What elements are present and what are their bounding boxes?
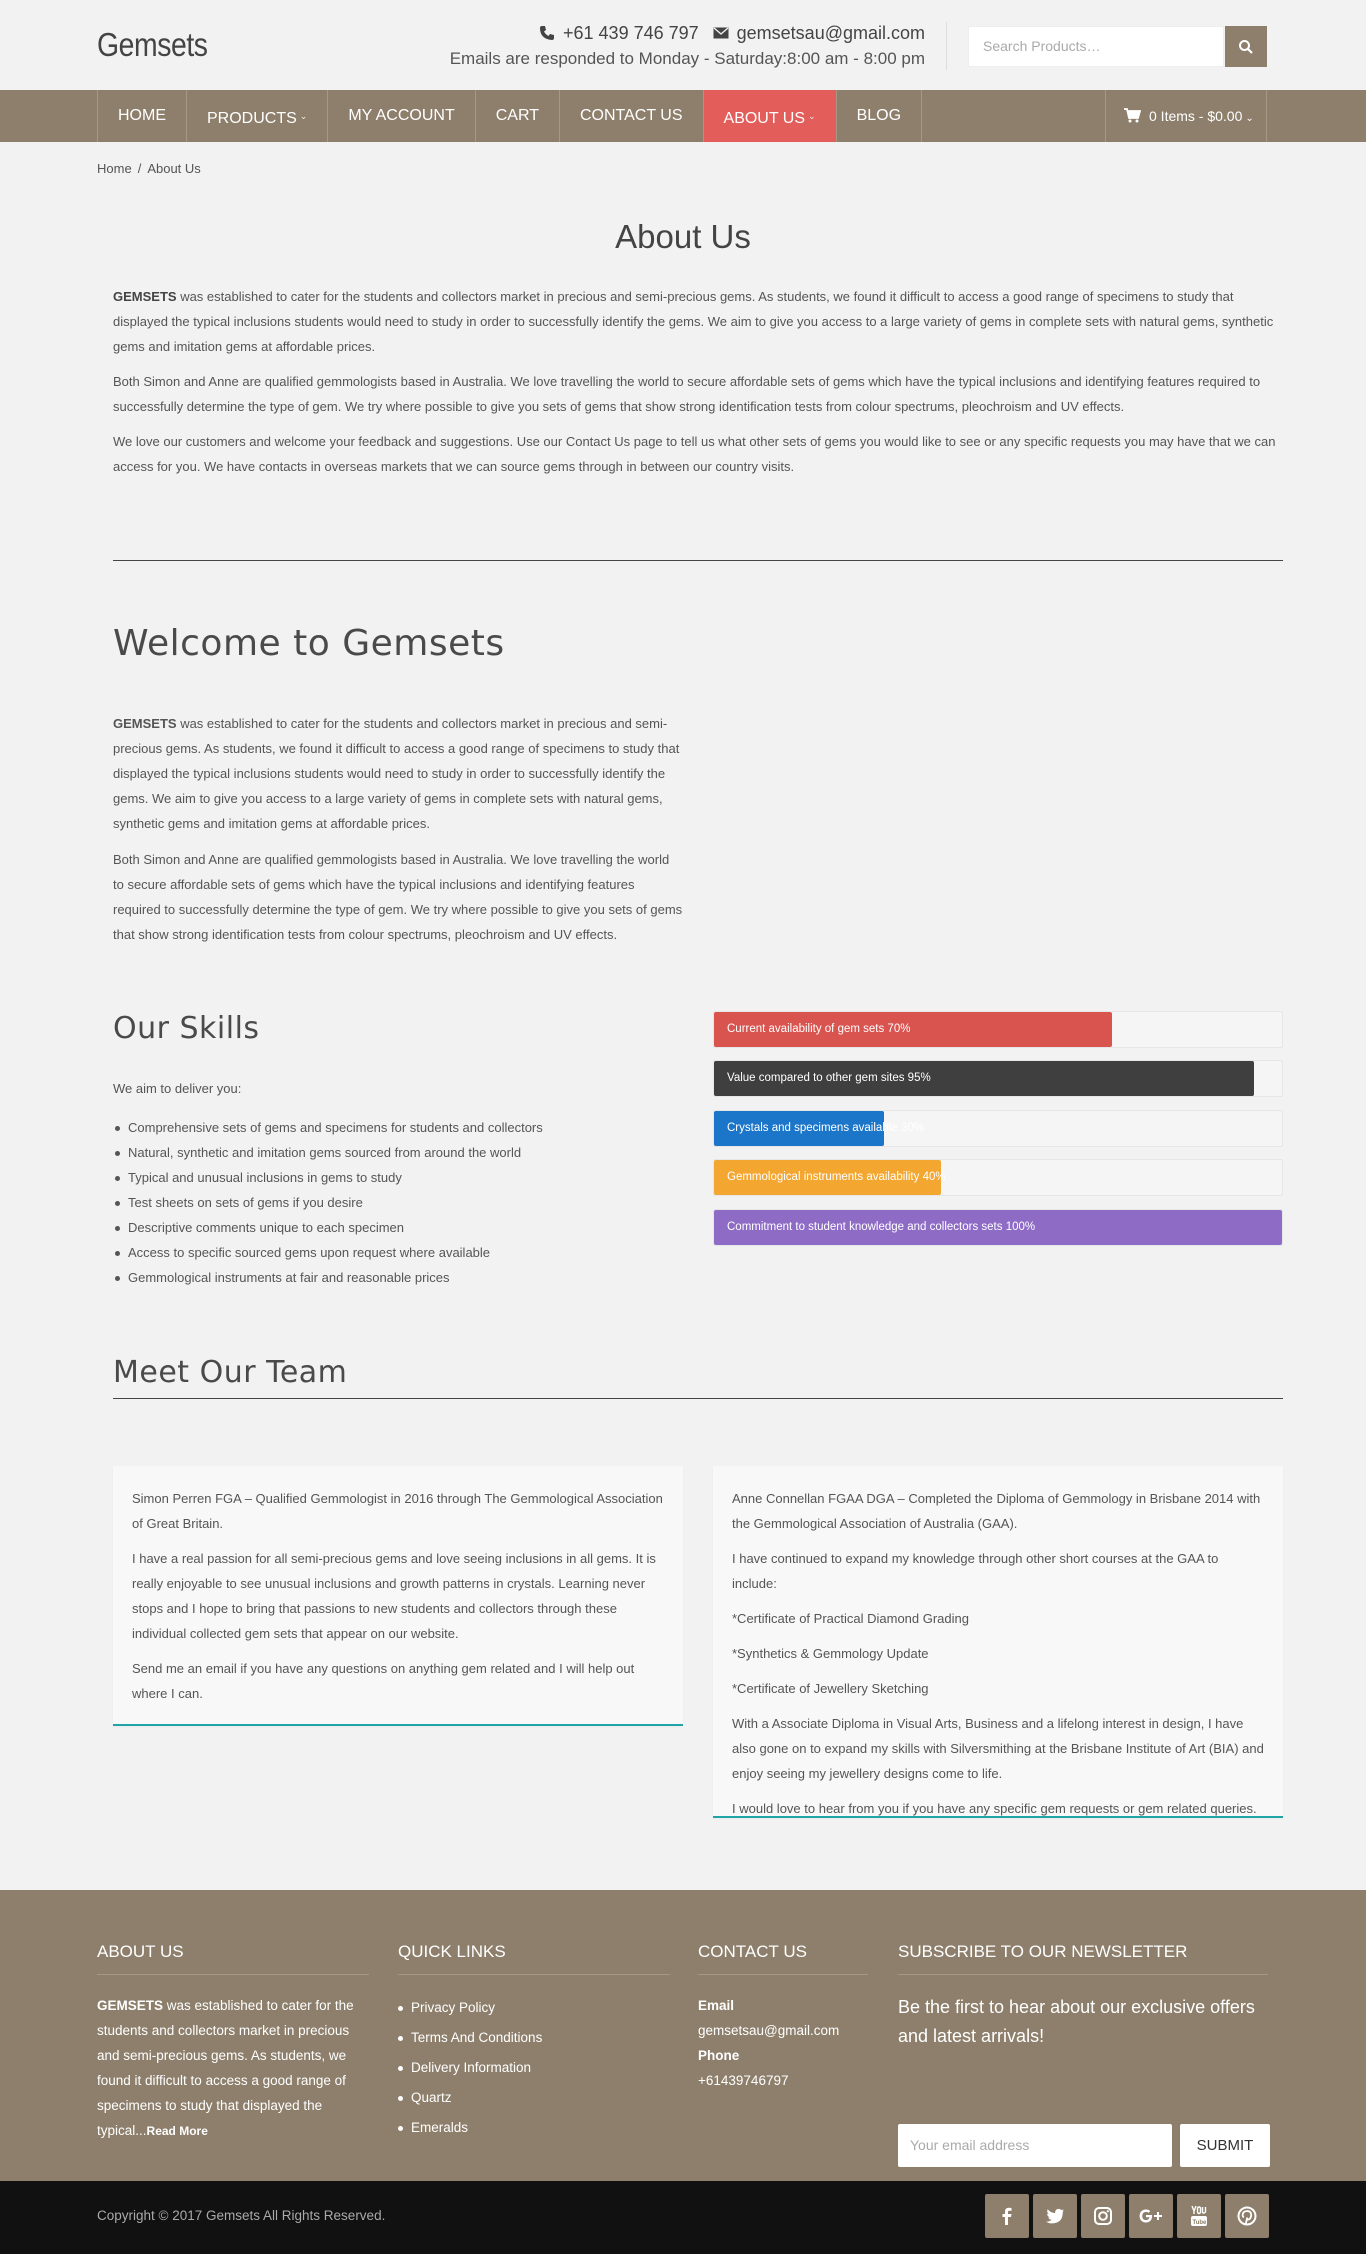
- team-heading: Meet Our Team: [113, 1355, 348, 1390]
- skills-heading: Our Skills: [113, 1011, 260, 1046]
- team-card-simon: [113, 1466, 683, 1726]
- list-item: Typical and unusual inclusions in gems to study: [113, 1165, 543, 1190]
- progress-bar: [713, 1060, 1283, 1097]
- social-links: [985, 2194, 1269, 2238]
- footer-heading: ABOUT US: [97, 1942, 369, 1975]
- youtube-icon: [1190, 2205, 1208, 2227]
- nav-item-about-us[interactable]: [704, 90, 837, 142]
- team-card-anne: [713, 1466, 1283, 1818]
- section-divider: [113, 1398, 1283, 1399]
- progress-bar: [713, 1159, 1283, 1196]
- list-item: Access to specific sourced gems upon request where available: [113, 1240, 543, 1265]
- search-input[interactable]: Search Products…: [968, 26, 1224, 67]
- progress-label: Crystals and specimens available 30%: [727, 1122, 924, 1134]
- site-footer: [0, 1890, 1366, 2181]
- newsletter-submit-button[interactable]: SUBMIT: [1180, 2124, 1270, 2167]
- breadcrumb: [97, 161, 201, 176]
- footer-link[interactable]: Quartz: [398, 2083, 670, 2113]
- team-text: Send me an email if you have any questions on anything gem related and I will help out where I can.: [132, 1661, 635, 1701]
- footer-heading: QUICK LINKS: [398, 1942, 670, 1975]
- twitter-button[interactable]: [1033, 2194, 1077, 2238]
- email-contact[interactable]: [713, 23, 925, 44]
- about-paragraph-2: Both Simon and Anne are qualified gemmologists based in Australia. We love travelling the world to secure affordable sets of gems which have the typical inclusions and identifying features required to successfully determine the type of gem. We try where possible to give you sets of gems that show strong identification tests from colour spectrums, pleochroism and UV effects.: [113, 374, 1261, 414]
- footer-link[interactable]: Delivery Information: [398, 2053, 670, 2083]
- phone-number: +61 439 746 797: [563, 23, 699, 43]
- newsletter-text: Be the first to hear about our exclusive offers and latest arrivals!: [898, 1997, 1255, 2046]
- team-text: Simon Perren FGA – Qualified Gemmologist in 2016 through The Gemmological Association of Great Britain.: [132, 1491, 663, 1531]
- paragraph-text: was established to cater for the students and collectors market in precious and semi-precious gems. As students, we found it difficult to access a good range of specimens to study that displayed the typical inclusions students would need to study in order to successfully identify the gems. We aim to give you access to a large variety of gems in complete sets with natural gems, synthetic gems and imitation gems at affordable prices.: [113, 289, 1274, 354]
- youtube-button[interactable]: [1177, 2194, 1221, 2238]
- nav-label: CART: [495, 107, 539, 124]
- email-address: gemsetsau@gmail.com: [736, 23, 925, 43]
- google-plus-icon: [1138, 2206, 1164, 2226]
- footer-phone[interactable]: +61439746797: [698, 2073, 789, 2088]
- footer-heading: SUBSCRIBE TO OUR NEWSLETTER: [898, 1942, 1268, 1975]
- nav-item-contact-us[interactable]: [560, 90, 704, 142]
- welcome-paragraph-1: [113, 711, 683, 836]
- progress-bar: [713, 1011, 1283, 1048]
- nav-label: CONTACT US: [579, 107, 683, 124]
- instagram-button[interactable]: [1081, 2194, 1125, 2238]
- welcome-heading: Welcome to Gemsets: [113, 623, 505, 664]
- twitter-icon: [1045, 2206, 1065, 2226]
- section-divider: [113, 560, 1283, 561]
- progress-label: Gemmological instruments availability 40%: [727, 1171, 946, 1183]
- brand-name: GEMSETS: [97, 1998, 164, 2013]
- nav-label: BLOG: [856, 107, 902, 124]
- paragraph-text: was established to cater for the students and collectors market in precious and semi-precious gems. As students, we found it difficult to access a good range of specimens to study that displayed the typical inclusions students would need to study in order to successfully identify the gems. We aim to give you access to a large variety of gems in complete sets with natural gems, synthetic gems and imitation gems at affordable prices.: [113, 716, 680, 831]
- breadcrumb-home[interactable]: Home: [97, 161, 132, 176]
- team-text: Anne Connellan FGAA DGA – Completed the Diploma of Gemmology in Brisbane 2014 with the Gemmological Association of Australia (GAA).: [732, 1491, 1261, 1531]
- breadcrumb-current: About Us: [147, 161, 201, 176]
- footer-link[interactable]: Terms And Conditions: [398, 2023, 670, 2053]
- brand-name: GEMSETS: [113, 716, 177, 731]
- progress-label: Commitment to student knowledge and collectors sets 100%: [727, 1221, 1036, 1233]
- footer-newsletter: [898, 1942, 1268, 2154]
- skills-list: [113, 1115, 543, 1290]
- site-header: [0, 0, 1366, 90]
- cart-summary[interactable]: [1105, 90, 1267, 142]
- team-text: I would love to hear from you if you have any specific gem requests or gem related queries.: [732, 1801, 1257, 1816]
- footer-about-text: [97, 1993, 369, 2144]
- search-icon: [1238, 39, 1254, 55]
- facebook-icon: [997, 2206, 1017, 2226]
- header-contact: [539, 23, 925, 44]
- team-text: With a Associate Diploma in Visual Arts, Business and a lifelong interest in design, I have also gone on to expand my skills with Silversmithing at the Brisbane Institute of Art (BIA) and enjoy seeing my jewellery designs come to life.: [732, 1716, 1264, 1781]
- nav-label: HOME: [118, 107, 166, 124]
- footer-link[interactable]: Emeralds: [398, 2113, 670, 2143]
- footer-links: [398, 1942, 670, 2143]
- team-text: I have continued to expand my knowledge through other short courses at the GAA to include:: [732, 1551, 1219, 1591]
- list-item: Gemmological instruments at fair and reasonable prices: [113, 1265, 543, 1290]
- team-text: *Synthetics & Gemmology Update: [732, 1646, 929, 1661]
- progress-bar: [713, 1110, 1283, 1147]
- chevron-down-icon: ⌄: [808, 111, 816, 121]
- list-item: Natural, synthetic and imitation gems sourced from around the world: [113, 1140, 543, 1165]
- phone-icon: [539, 25, 555, 41]
- about-paragraph-1: [113, 284, 1283, 359]
- about-paragraph-3: We love our customers and welcome your feedback and suggestions. Use our Contact Us page to tell us what other sets of gems you would like to see or any specific requests you may have that we can access for you. We have contacts in overseas markets that we can source gems through in between our country visits.: [113, 434, 1276, 474]
- newsletter-email-input[interactable]: Your email address: [898, 2124, 1172, 2167]
- team-text: *Certificate of Practical Diamond Grading: [732, 1611, 969, 1626]
- pinterest-button[interactable]: [1225, 2194, 1269, 2238]
- footer-contact-info: [698, 1993, 868, 2093]
- footer-email[interactable]: gemsetsau@gmail.com: [698, 2023, 840, 2038]
- header-divider: [946, 22, 947, 70]
- breadcrumb-separator: /: [137, 161, 142, 176]
- phone-contact[interactable]: [539, 23, 699, 44]
- skills-lead: We aim to deliver you:: [113, 1081, 242, 1096]
- nav-item-home[interactable]: [98, 90, 187, 142]
- chevron-down-icon: ⌄: [299, 111, 308, 121]
- page-title: About Us: [615, 218, 751, 255]
- nav-item-my-account[interactable]: [328, 90, 475, 142]
- footer-link[interactable]: Privacy Policy: [398, 1993, 670, 2023]
- footer-heading: CONTACT US: [698, 1942, 868, 1975]
- team-text: I have a real passion for all semi-precious gems and love seeing inclusions in all gems. It is really enjoyable to see unusual inclusions and growth patterns in crystals. Learning never stops and I hope to bring that passions to new students and collectors through these individual collected gem sets that appear on our website.: [132, 1551, 656, 1641]
- chevron-down-icon: ⌄: [1245, 113, 1254, 124]
- quick-links: [398, 1993, 670, 2143]
- facebook-button[interactable]: [985, 2194, 1029, 2238]
- nav-label: ABOUT US: [723, 110, 806, 127]
- pinterest-icon: [1237, 2206, 1257, 2226]
- search-button[interactable]: [1225, 26, 1267, 67]
- team-text: *Certificate of Jewellery Sketching: [732, 1681, 929, 1696]
- welcome-paragraph-2: Both Simon and Anne are qualified gemmologists based in Australia. We love travelling the world to secure affordable sets of gems which have the typical inclusions and identifying features required to successfully determine the type of gem. We try where possible to give you sets of gems that show strong identification tests from colour spectrums, pleochroism and UV effects.: [113, 852, 683, 942]
- progress-bar: [713, 1209, 1283, 1246]
- cart-icon: [1124, 108, 1141, 123]
- cart-label: 0 Items - $0.00: [1149, 108, 1243, 124]
- footer-about: [97, 1942, 369, 2144]
- instagram-icon: [1093, 2206, 1113, 2226]
- nav-item-cart[interactable]: [476, 90, 560, 142]
- nav-label: PRODUCTS: [207, 110, 297, 127]
- nav-item-products[interactable]: [187, 90, 328, 142]
- nav-menu: [97, 90, 922, 142]
- site-logo[interactable]: Gemsets: [97, 26, 208, 63]
- progress-label: Current availability of gem sets 70%: [727, 1023, 911, 1035]
- svg-text:Tube: Tube: [1192, 2220, 1207, 2226]
- footer-contact: [698, 1942, 868, 2093]
- list-item: Comprehensive sets of gems and specimens for students and collectors: [113, 1115, 543, 1140]
- progress-label: Value compared to other gem sites 95%: [727, 1072, 931, 1084]
- list-item: Descriptive comments unique to each specimen: [113, 1215, 543, 1240]
- bottom-bar: [0, 2181, 1366, 2254]
- envelope-icon: [713, 25, 729, 41]
- nav-item-blog[interactable]: [837, 90, 922, 142]
- nav-label: MY ACCOUNT: [348, 107, 455, 124]
- email-label: Email: [698, 1998, 735, 2013]
- copyright: Copyright © 2017 Gemsets All Rights Reserved.: [97, 2208, 386, 2223]
- main-nav: [0, 90, 1366, 142]
- google-plus-button[interactable]: [1129, 2194, 1173, 2238]
- read-more-link[interactable]: Read More: [146, 2124, 208, 2138]
- brand-name: GEMSETS: [113, 289, 177, 304]
- email-hours: Emails are responded to Monday - Saturday:8:00 am - 8:00 pm: [449, 49, 925, 68]
- phone-label: Phone: [698, 2048, 740, 2063]
- footer-text: was established to cater for the students and collectors market in precious and semi-precious gems. As students, we found it difficult to access a good range of specimens to study that displayed the typical...: [97, 1998, 354, 2138]
- list-item: Test sheets on sets of gems if you desire: [113, 1190, 543, 1215]
